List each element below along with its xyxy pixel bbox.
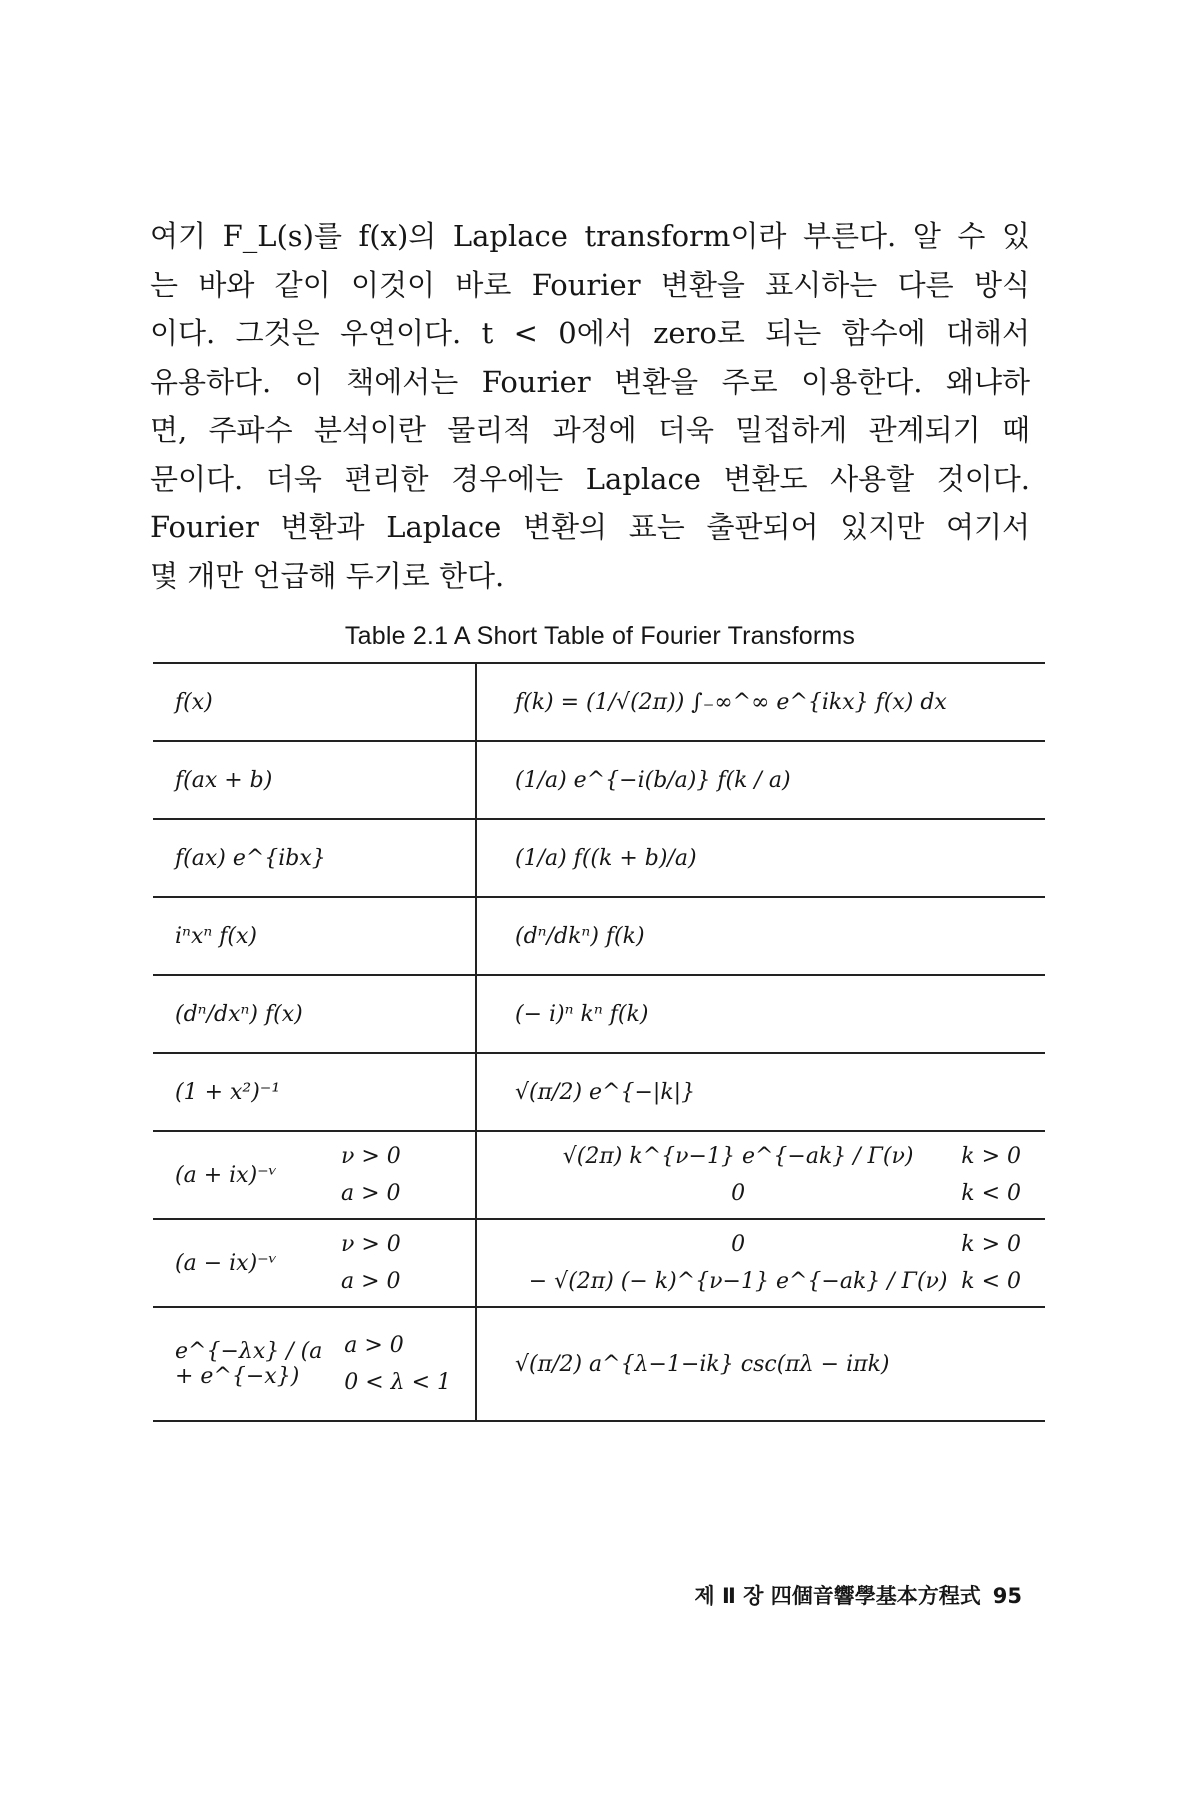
function-expression: (a − ix)⁻ᵛ xyxy=(175,1250,277,1276)
function-cell xyxy=(153,1307,476,1421)
transform-cell xyxy=(476,1219,1045,1307)
paragraph-line: 여기 F_L(s)를 f(x)의 Laplace transform이라 부른다. 알 수 있 xyxy=(150,219,1030,253)
transform-cell: (1/a) f((k + b)/a) xyxy=(476,819,1045,897)
table-row xyxy=(153,663,1045,741)
k-condition: k > 0 xyxy=(961,1232,1021,1257)
transform-cell xyxy=(476,1131,1045,1219)
paragraph-line: 몇 개만 언급해 두기로 한다. xyxy=(150,558,505,593)
function-cell xyxy=(153,1219,476,1307)
table-caption: Table 2.1 A Short Table of Fourier Transforms xyxy=(344,622,856,650)
table-row xyxy=(153,1131,1045,1219)
function-cell: f(x) xyxy=(153,663,476,741)
paragraph-line: 면, 주파수 분석이란 물리적 과정에 더욱 밀접하게 관계되기 때 xyxy=(150,413,1030,447)
condition: a > 0 xyxy=(344,1333,404,1358)
transform-cell: (1/a) e^{−i(b/a)} f(k / a) xyxy=(476,741,1045,819)
transform-cell: √(π/2) a^{λ−1−ik} csc(πλ − iπk) xyxy=(476,1307,1045,1421)
page-footer xyxy=(150,1580,1022,1610)
table-row xyxy=(153,1307,1045,1421)
transform-cell: (dⁿ/dkⁿ) f(k) xyxy=(476,897,1045,975)
table-row xyxy=(153,741,1045,819)
transform-cell: f(k) = (1/√(2π)) ∫₋∞^∞ e^{ikx} f(x) dx xyxy=(476,663,1045,741)
paragraph-line: 문이다. 더욱 편리한 경우에는 Laplace 변환도 사용할 것이다. xyxy=(150,461,1030,496)
transform-value: 0 xyxy=(731,1232,746,1257)
paragraph-line: 유용하다. 이 책에서는 Fourier 변환을 주로 이용한다. 왜냐하 xyxy=(150,364,1030,399)
condition: ν > 0 xyxy=(341,1232,401,1257)
chapter-title: 제 Ⅱ 장 四個音響學基本方程式 xyxy=(694,1584,981,1608)
condition: a > 0 xyxy=(341,1181,401,1206)
function-cell: (dⁿ/dxⁿ) f(x) xyxy=(153,975,476,1053)
value-list xyxy=(515,1144,961,1206)
table-row xyxy=(153,1053,1045,1131)
k-condition: k > 0 xyxy=(961,1144,1021,1169)
condition-list xyxy=(341,1232,451,1294)
transform-value: 0 xyxy=(731,1181,746,1206)
function-cell: (1 + x²)⁻¹ xyxy=(153,1053,476,1131)
transform-value: √(2π) k^{ν−1} e^{−ak} / Γ(ν) xyxy=(562,1144,914,1169)
paragraph-line: Fourier 변환과 Laplace 변환의 표는 출판되어 있지만 여기서 xyxy=(150,510,1030,544)
condition: a > 0 xyxy=(341,1269,401,1294)
function-cell xyxy=(153,1131,476,1219)
body-paragraph xyxy=(150,212,1030,600)
k-condition-list xyxy=(961,1144,1021,1206)
k-condition: k < 0 xyxy=(961,1181,1021,1206)
condition-list xyxy=(341,1144,451,1206)
page-number: 95 xyxy=(992,1584,1022,1608)
table-row xyxy=(153,975,1045,1053)
transform-cell: (− i)ⁿ kⁿ f(k) xyxy=(476,975,1045,1053)
table-row xyxy=(153,819,1045,897)
fourier-transform-table xyxy=(153,662,1045,1422)
condition: ν > 0 xyxy=(341,1144,401,1169)
k-condition: k < 0 xyxy=(961,1269,1021,1294)
condition-list xyxy=(344,1333,451,1395)
table-row xyxy=(153,1219,1045,1307)
paragraph-line: 이다. 그것은 우연이다. t < 0에서 zero로 되는 함수에 대해서 xyxy=(150,316,1030,350)
paragraph-line: 는 바와 같이 이것이 바로 Fourier 변환을 표시하는 다른 방식 xyxy=(150,267,1030,302)
k-condition-list xyxy=(961,1232,1021,1294)
function-expression: e^{−λx} / (a + e^{−x}) xyxy=(175,1339,323,1389)
condition: 0 < λ < 1 xyxy=(344,1370,451,1395)
function-cell: f(ax) e^{ibx} xyxy=(153,819,476,897)
function-cell: iⁿxⁿ f(x) xyxy=(153,897,476,975)
transform-cell: √(π/2) e^{−|k|} xyxy=(476,1053,1045,1131)
function-expression: (a + ix)⁻ᵛ xyxy=(175,1162,277,1188)
value-list xyxy=(515,1232,961,1294)
function-cell: f(ax + b) xyxy=(153,741,476,819)
transform-value: − √(2π) (− k)^{ν−1} e^{−ak} / Γ(ν) xyxy=(528,1269,948,1294)
table-row xyxy=(153,897,1045,975)
